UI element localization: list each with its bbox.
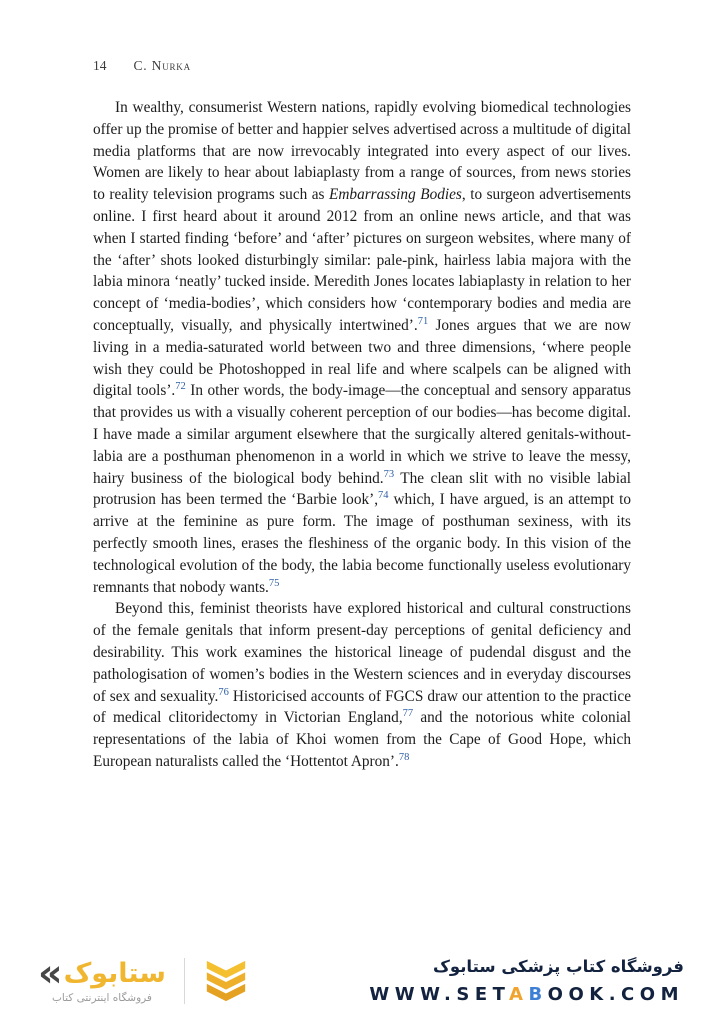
- store-logo: [38, 951, 166, 1004]
- running-header: [93, 58, 191, 74]
- footnote-reference[interactable]: 78: [398, 751, 410, 763]
- store-watermark-footer: [0, 938, 722, 1024]
- text-segment: Historicised accounts of FGCS draw our attention to the practice of medical clitoridectomy in Victorian England,: [93, 687, 631, 727]
- store-tagline: فروشگاه اینترنتی کتاب: [52, 991, 152, 1004]
- store-wordmark: ستابوک: [63, 957, 166, 989]
- footnote-reference[interactable]: 72: [175, 381, 186, 393]
- text-segment: which, I have argued, is an attempt to arrive at the feminine as pure form. The image of posthuman sexiness, with its perfectly smooth lines, erases the fleshiness of the organic body. In this vision of the technological evolution of the body, the labia become functionally useless evolutionary remnants that nobody wants.: [93, 491, 631, 596]
- url-segment: B: [528, 984, 548, 1005]
- footnote-reference[interactable]: 75: [268, 577, 280, 589]
- text-segment: The clean slit with no visible labial protrusion has been termed the ‘Barbie look’,: [93, 469, 631, 509]
- footnote-reference[interactable]: 74: [378, 490, 389, 502]
- store-url[interactable]: [369, 984, 684, 1005]
- text-segment: and the notorious white colonial representations of the labia of Khoi women from the Cape of Good Hope, which European naturalists called the ‘Hottentot Apron’.: [93, 709, 631, 770]
- url-segment: OOK.COM: [547, 984, 684, 1005]
- text-block: [93, 97, 631, 773]
- text-segment: Beyond this, feminist theorists have explored historical and cultural constructions of the female genitals that inform present-day perceptions of genital deficiency and desirability. This work examines the historical lineage of pudendal disgust and the pathologisation of women’s bodies in the Western sciences and in everyday discourses of sex and sexuality.: [93, 600, 631, 705]
- store-logo-mark: [38, 951, 166, 996]
- footnote-reference[interactable]: 73: [383, 468, 395, 480]
- text-segment: , to surgeon advertisements online. I first heard about it around 2012 from an online news article, and that was when I started finding ‘before’ and ‘after’ pictures on surgeon websites, where many of the ‘after’ shots looked disturbingly similar: pale-pink, hairless labia majora with the labia minora ‘neatly’ tucked inside. Meredith Jones locates labiaplasty in relation to her concept of ‘media-bodies’, which considers how ‘contemporary bodies and media are conceptually, visually, and physically intertwined’.: [93, 186, 632, 334]
- url-segment: A: [509, 984, 529, 1005]
- footnote-reference[interactable]: 76: [218, 686, 229, 698]
- text-segment: Embarrassing Bodies: [329, 186, 462, 204]
- footnote-reference[interactable]: 71: [417, 315, 429, 327]
- store-info: [369, 957, 684, 1005]
- text-segment: Jones argues that we are now living in a media-saturated world between two and three dimensions, ‘where people wish they could be Photoshopped in real life and where scalpels can be aligned with digital tools’.: [93, 316, 632, 400]
- book-stack-icon: [203, 960, 249, 1002]
- url-segment: WWW.SET: [369, 984, 509, 1005]
- double-chevron-icon: «: [38, 951, 63, 996]
- text-segment: In wealthy, consumerist Western nations, rapidly evolving biomedical technologies offer up the promise of better and happier selves advertised across a multitude of digital media platforms that are now irrevocably integrated into every aspect of our lives. Women are likely to hear about labiaplasty from a range of sources, from news stories to reality television programs such as: [93, 99, 631, 204]
- body-paragraph: [93, 598, 631, 772]
- body-paragraph: [93, 97, 631, 598]
- footnote-reference[interactable]: 77: [402, 708, 414, 720]
- divider: [184, 958, 185, 1004]
- page-number: 14: [93, 58, 107, 73]
- store-name: فروشگاه کتاب پزشکی ستابوک: [433, 957, 684, 976]
- author-name: C. Nurka: [133, 58, 191, 73]
- text-segment: In other words, the body-image—the conceptual and sensory apparatus that provides us with a visually coherent perception of our bodies—has become digital. I have made a similar argument elsewhere that the surgically altered genitals-without-labia are a posthuman phenomenon in a world in which we strive to leave the messy, hairy business of the biological body behind.: [93, 382, 631, 487]
